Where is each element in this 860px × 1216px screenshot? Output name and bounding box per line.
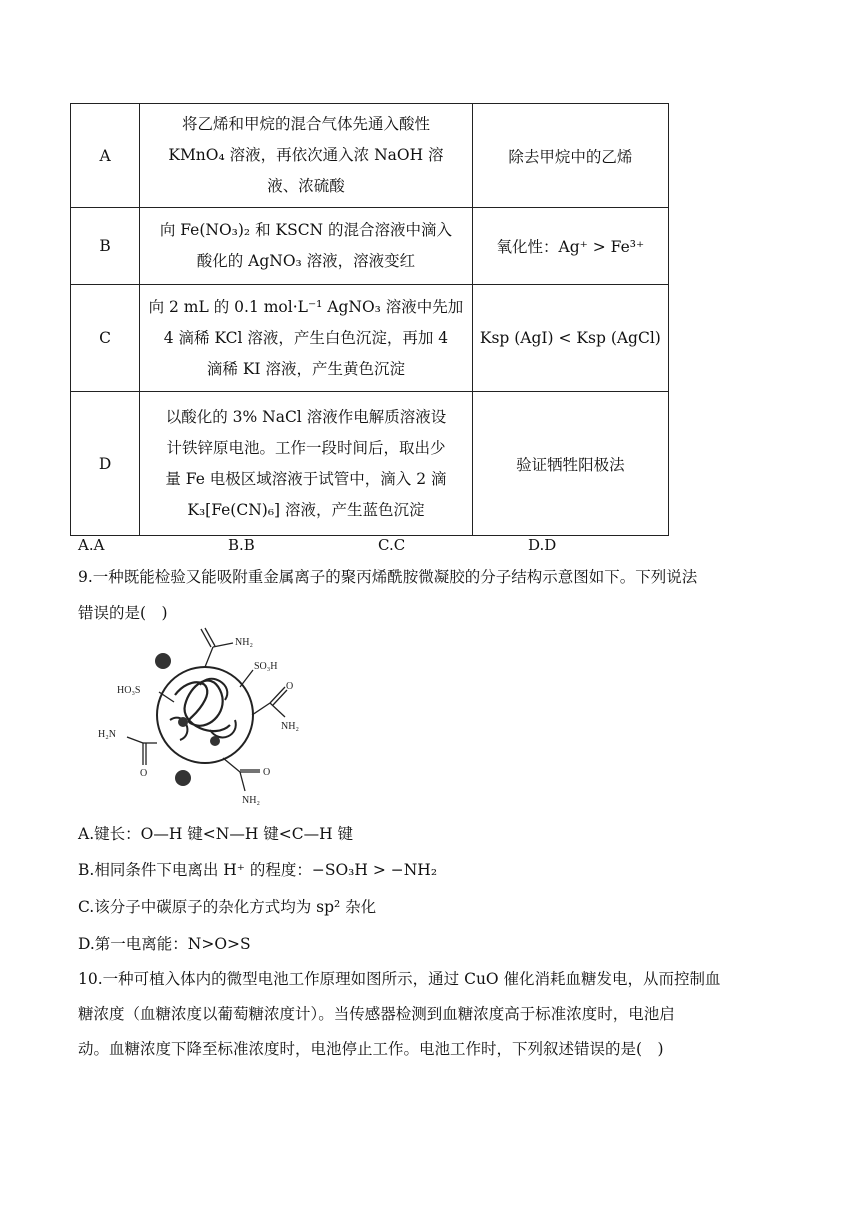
label-h2n: H₂N <box>98 729 116 740</box>
label-nh2-bottom: NH₂ <box>242 795 260 806</box>
operation-line: 液、浓硫酸 <box>267 177 345 195</box>
polymer-chain <box>170 679 236 740</box>
q9-stem-line: 错误的是( ) <box>78 604 168 622</box>
label-o-bottom: O <box>263 767 271 778</box>
q10-stem-line: 糖浓度（血糖浓度以葡萄糖浓度计）。当传感器检测到血糖浓度高于标准浓度时，电池启 <box>78 1005 675 1023</box>
answer-choice-c[interactable]: C.C <box>378 536 406 554</box>
label-o-left: O <box>140 768 148 779</box>
microgel-structure-diagram <box>95 625 325 810</box>
operation-line: K₃[Fe(CN)₆] 溶液，产生蓝色沉淀 <box>187 500 425 519</box>
metal-ion-ball <box>178 717 188 727</box>
operation-line: KMnO₄ 溶液，再依次通入浓 NaOH 溶 <box>168 146 444 164</box>
row-operation <box>140 392 473 536</box>
q9-stem-line: 9.一种既能检验又能吸附重金属离子的聚丙烯酰胺微凝胶的分子结构示意图如下。下列说法 <box>78 568 698 586</box>
label-nh2-top: NH₂ <box>235 637 253 648</box>
row-conclusion: 验证牺牲阳极法 <box>472 392 668 536</box>
row-label: B <box>71 208 140 285</box>
q9-option-d[interactable]: D.第一电离能：N>O>S <box>78 935 251 953</box>
operation-line: 量 Fe 电极区域溶液于试管中，滴入 2 滴 <box>165 469 447 488</box>
row-label: A <box>71 104 140 208</box>
row-label: C <box>71 285 140 392</box>
q10-stem-line: 动。血糖浓度下降至标准浓度时，电池停止工作。电池工作时，下列叙述错误的是( ) <box>78 1040 664 1058</box>
q9-option-a[interactable]: A.键长：O—H 键<N—H 键<C—H 键 <box>78 825 354 843</box>
metal-ion-ball <box>155 653 171 669</box>
operation-line: 计铁锌原电池。工作一段时间后，取出少 <box>166 438 446 457</box>
metal-ion-ball <box>175 770 191 786</box>
metal-ion-ball <box>210 736 220 746</box>
q9-option-b[interactable]: B.相同条件下电离出 H⁺ 的程度：−SO₃H > −NH₂ <box>78 861 438 879</box>
row-conclusion: Ksp (AgI) < Ksp (AgCl) <box>472 285 668 392</box>
q9-option-c[interactable]: C.该分子中碳原子的杂化方式均为 sp² 杂化 <box>78 898 377 916</box>
row-conclusion: 除去甲烷中的乙烯 <box>472 104 668 208</box>
row-operation <box>140 104 473 208</box>
operation-line: 滴稀 KI 溶液，产生黄色沉淀 <box>206 359 405 378</box>
label-ho3s: HO₃S <box>117 685 141 696</box>
row-operation <box>140 208 473 285</box>
row-label: D <box>71 392 140 536</box>
answer-choice-a[interactable]: A.A <box>78 536 105 554</box>
operation-line: 向 Fe(NO₃)₂ 和 KSCN 的混合溶液中滴入 <box>159 221 453 239</box>
table-row <box>71 285 669 392</box>
q10-stem-line: 10.一种可植入体内的微型电池工作原理如图所示，通过 CuO 催化消耗血糖发电，从而控制血 <box>78 970 721 988</box>
answer-choice-d[interactable]: D.D <box>528 536 557 554</box>
label-so3h: SO₃H <box>254 661 278 672</box>
answer-choice-b[interactable]: B.B <box>228 536 255 554</box>
operation-line: 4 滴稀 KCl 溶液，产生白色沉淀，再加 4 <box>163 328 449 347</box>
table-row <box>71 208 669 285</box>
row-conclusion: 氧化性：Ag⁺ > Fe³⁺ <box>472 208 668 285</box>
table-row <box>71 392 669 536</box>
label-nh2-right: NH₂ <box>281 721 299 732</box>
operation-line: 将乙烯和甲烷的混合气体先通入酸性 <box>181 115 430 133</box>
operation-line: 以酸化的 3% NaCl 溶液作电解质溶液设 <box>165 407 447 426</box>
operation-line: 酸化的 AgNO₃ 溶液，溶液变红 <box>196 252 416 270</box>
options-table <box>70 103 669 536</box>
row-operation <box>140 285 473 392</box>
label-o-right: O <box>286 681 294 692</box>
table-row <box>71 104 669 208</box>
operation-line: 向 2 mL 的 0.1 mol·L⁻¹ AgNO₃ 溶液中先加 <box>148 297 464 316</box>
